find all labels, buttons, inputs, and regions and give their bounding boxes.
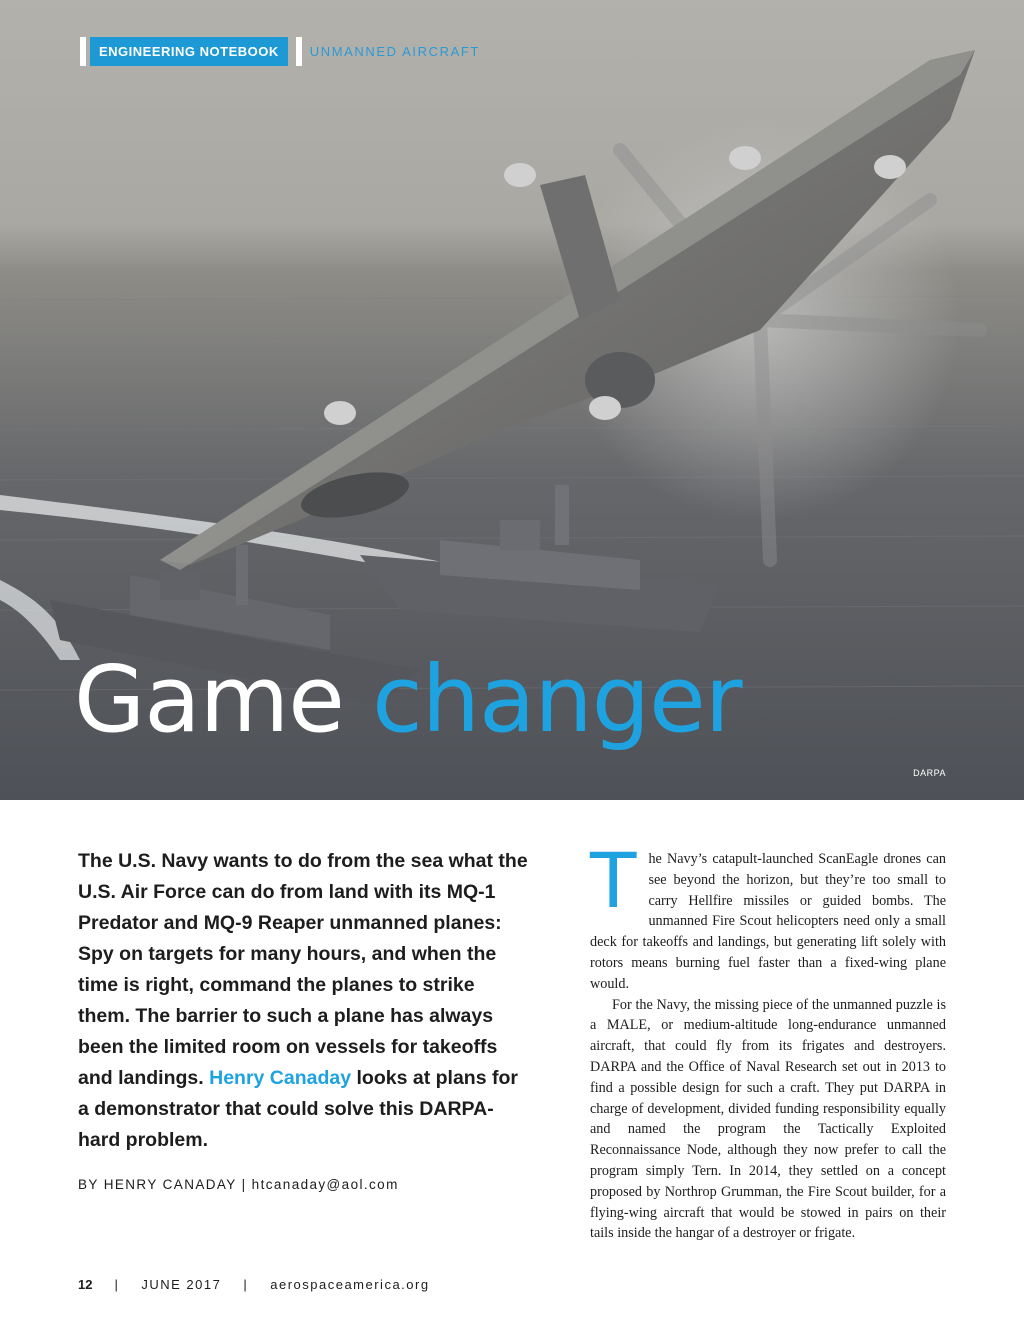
issue-date: JUNE 2017 (141, 1277, 222, 1292)
footer-separator: | (243, 1277, 249, 1292)
section-label: ENGINEERING NOTEBOOK (90, 37, 288, 66)
article-deck (78, 846, 528, 1156)
footer-separator: | (114, 1277, 120, 1292)
subsection-label: UNMANNED AIRCRAFT (309, 44, 480, 59)
drop-cap: T (590, 836, 637, 925)
section-tag (80, 37, 480, 66)
deck-text: The U.S. Navy wants to do from the sea what the U.S. Air Force can do from land with its MQ-1 Predator and MQ-9 Reaper unmanned planes: Spy on targets for many hours, and when the time is right, command the planes to strike them. The barrier to such a plane has always been the limited room on vessels for takeoffs and landings. (78, 850, 528, 1089)
title-word-game: Game (74, 646, 344, 753)
tag-divider (296, 37, 302, 66)
photo-credit: DARPA (913, 768, 946, 778)
body-paragraph: he Navy’s catapult-launched ScanEagle drones can see beyond the horizon, but they’re too small to carry Hellfire missiles or guided bombs. The unmanned Fire Scout helicopters need only a small deck for takeoffs and landings, but generating lift solely with rotors means burning fuel faster than a fixed-wing plane would. (590, 851, 946, 992)
website: aerospaceamerica.org (270, 1277, 430, 1292)
title-word-changer: changer (372, 646, 742, 753)
article-body (590, 836, 946, 1244)
deck-text-end: looks at plans for a demonstrator that could solve this DARPA-hard problem. (78, 1067, 518, 1151)
article-title (74, 640, 742, 760)
deck-author-name: Henry Canaday (209, 1067, 352, 1089)
page-footer (78, 1277, 430, 1292)
page-number: 12 (78, 1277, 93, 1292)
tag-divider (80, 37, 86, 66)
body-paragraph: For the Navy, the missing piece of the unmanned puzzle is a MALE, or medium-altitude long-endurance unmanned aircraft, that could fly from its frigates and destroyers. DARPA and the Office of Naval Research set out in 2013 to find a possible design for such a craft. They put DARPA in charge of development, divided funding responsibility equally and named the program the Tactically Exploited Reconnaissance Node, although they now prefer to call the program simply Tern. In 2014, they settled on a concept proposed by Northrop Grumman, the Fire Scout builder, for a flying-wing aircraft that would be stowed in pairs on their tails inside the hangar of a destroyer or frigate. (590, 996, 946, 1242)
byline: BY HENRY CANADAY | htcanaday@aol.com (78, 1177, 399, 1192)
